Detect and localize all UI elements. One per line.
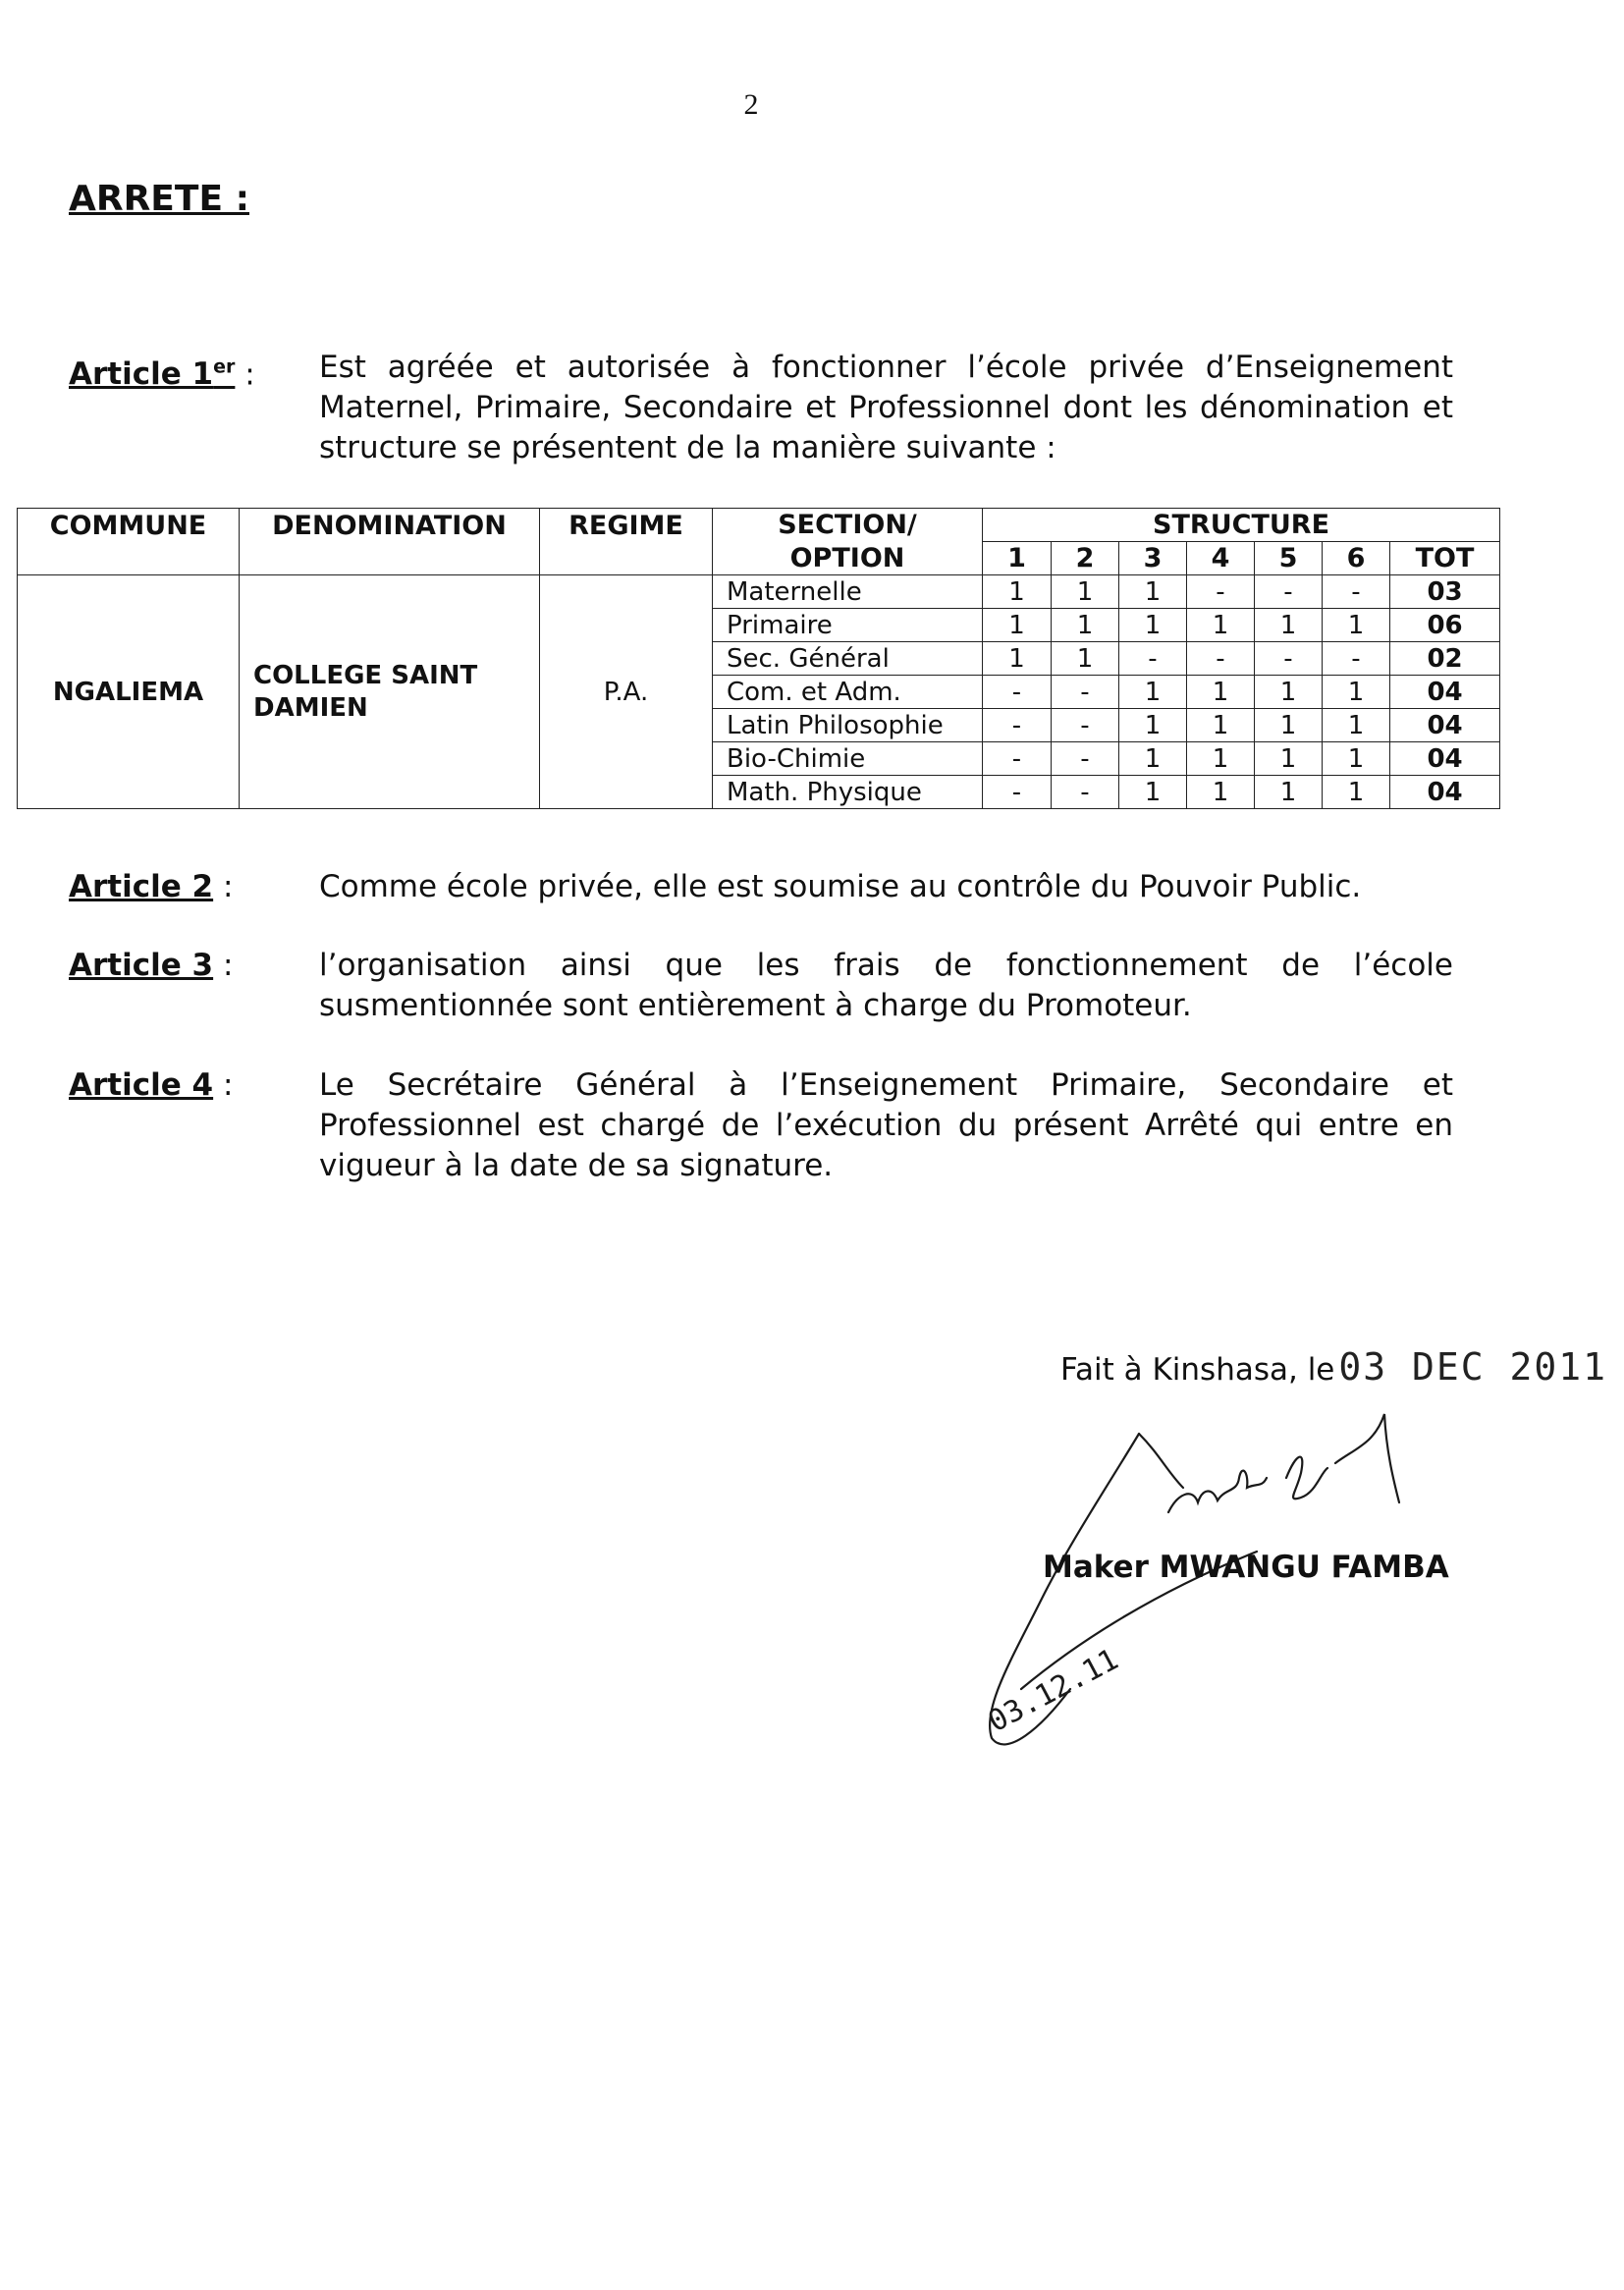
commune-cell: NGALIEMA: [18, 575, 240, 809]
header-year-4: 4: [1187, 542, 1255, 575]
year-cell: 1: [1119, 575, 1187, 609]
year-cell: -: [1119, 642, 1187, 676]
total-cell: 04: [1390, 709, 1500, 742]
article-4-label-text: Article 4: [69, 1067, 214, 1103]
header-section-line2: OPTION: [713, 542, 983, 575]
article-1-label: Article 1er :: [69, 356, 255, 393]
denomination-line-1: COLLEGE SAINT: [253, 660, 478, 690]
total-cell: 03: [1390, 575, 1500, 609]
year-cell: 1: [1052, 575, 1119, 609]
total-cell: 04: [1390, 742, 1500, 776]
year-cell: -: [1187, 642, 1255, 676]
year-cell: 1: [1323, 609, 1390, 642]
year-cell: 1: [983, 609, 1052, 642]
year-cell: -: [1323, 642, 1390, 676]
handwritten-date: 03.12.11: [982, 1642, 1124, 1740]
year-cell: -: [1052, 742, 1119, 776]
article-3: [69, 946, 1453, 1026]
header-year-5: 5: [1255, 542, 1323, 575]
year-cell: -: [1052, 776, 1119, 809]
page-number: 2: [743, 88, 759, 121]
article-3-label: Article 3 :: [69, 948, 234, 983]
handwritten-signature: [962, 1394, 1571, 1787]
year-cell: 1: [1187, 709, 1255, 742]
year-cell: -: [1255, 575, 1323, 609]
year-cell: 1: [1052, 642, 1119, 676]
section-cell: Com. et Adm.: [713, 676, 983, 709]
year-cell: -: [1187, 575, 1255, 609]
table-row: [18, 575, 1500, 609]
regime-cell: P.A.: [540, 575, 713, 809]
year-cell: -: [983, 676, 1052, 709]
year-cell: 1: [1187, 676, 1255, 709]
header-section-line1: SECTION/: [713, 509, 983, 542]
place-text: Fait à Kinshasa, le: [1060, 1352, 1335, 1388]
total-cell: 06: [1390, 609, 1500, 642]
year-cell: 1: [1323, 676, 1390, 709]
year-cell: 1: [1187, 609, 1255, 642]
year-cell: -: [1052, 676, 1119, 709]
year-cell: 1: [1255, 709, 1323, 742]
article-2-label: Article 2 :: [69, 869, 234, 904]
total-cell: 04: [1390, 676, 1500, 709]
year-cell: 1: [1255, 742, 1323, 776]
header-year-1: 1: [983, 542, 1052, 575]
header-regime: REGIME: [540, 509, 713, 575]
year-cell: 1: [1255, 609, 1323, 642]
article-2-text: Comme école privée, elle est soumise au contrôle du Pouvoir Public.: [319, 869, 1362, 904]
year-cell: 1: [1323, 776, 1390, 809]
year-cell: 1: [1119, 742, 1187, 776]
denomination-line-2: DAMIEN: [253, 692, 368, 723]
year-cell: 1: [1052, 609, 1119, 642]
article-3-label-text: Article 3: [69, 948, 214, 983]
article-2: [69, 867, 1453, 907]
header-denomination: DENOMINATION: [240, 509, 540, 575]
year-cell: -: [983, 709, 1052, 742]
header-commune: COMMUNE: [18, 509, 240, 575]
section-cell: Math. Physique: [713, 776, 983, 809]
denomination-cell: [240, 575, 540, 809]
article-1-label-text: Article 1er: [69, 356, 236, 393]
article-4-label: Article 4 :: [69, 1067, 234, 1103]
year-cell: -: [1052, 709, 1119, 742]
date-stamp: 03 DEC 2011: [1338, 1345, 1608, 1389]
total-cell: 02: [1390, 642, 1500, 676]
article-4-text: Le Secrétaire Général à l’Enseignement Primaire, Secondaire et Professionnel est chargé de l’exécution du présent Arrêté qui entre en vigueur à la date de sa signature.: [319, 1067, 1453, 1183]
year-cell: 1: [1187, 742, 1255, 776]
section-cell: Primaire: [713, 609, 983, 642]
section-cell: Bio-Chimie: [713, 742, 983, 776]
year-cell: 1: [983, 575, 1052, 609]
section-cell: Sec. Général: [713, 642, 983, 676]
header-structure: STRUCTURE: [983, 509, 1500, 542]
year-cell: 1: [1323, 742, 1390, 776]
year-cell: -: [1255, 642, 1323, 676]
header-year-6: 6: [1323, 542, 1390, 575]
section-cell: Maternelle: [713, 575, 983, 609]
article-4: [69, 1065, 1453, 1186]
article-1-text: Est agréée et autorisée à fonctionner l’école privée d’Enseignement Maternel, Primaire, Secondaire et Professionnel dont les dénomination et structure se présentent de la manière suivante :: [319, 350, 1453, 465]
year-cell: 1: [1255, 676, 1323, 709]
year-cell: 1: [983, 642, 1052, 676]
school-structure-table: [17, 508, 1500, 809]
article-3-text: l’organisation ainsi que les frais de fonctionnement de l’école susmentionnée sont entièrement à charge du Promoteur.: [319, 948, 1453, 1023]
place-date-line: [1060, 1345, 1607, 1389]
year-cell: 1: [1187, 776, 1255, 809]
article-1: [69, 348, 1453, 468]
article-2-label-text: Article 2: [69, 869, 214, 904]
section-cell: Latin Philosophie: [713, 709, 983, 742]
year-cell: -: [983, 776, 1052, 809]
year-cell: 1: [1119, 776, 1187, 809]
header-year-2: 2: [1052, 542, 1119, 575]
year-cell: 1: [1323, 709, 1390, 742]
header-year-3: 3: [1119, 542, 1187, 575]
header-total: TOT: [1390, 542, 1500, 575]
year-cell: -: [1323, 575, 1390, 609]
year-cell: 1: [1255, 776, 1323, 809]
year-cell: 1: [1119, 676, 1187, 709]
signatory-name: Maker MWANGU FAMBA: [1043, 1550, 1449, 1585]
year-cell: 1: [1119, 709, 1187, 742]
table-header-row: [18, 509, 1500, 542]
decree-heading: ARRETE :: [69, 179, 249, 219]
year-cell: -: [983, 742, 1052, 776]
year-cell: 1: [1119, 609, 1187, 642]
total-cell: 04: [1390, 776, 1500, 809]
